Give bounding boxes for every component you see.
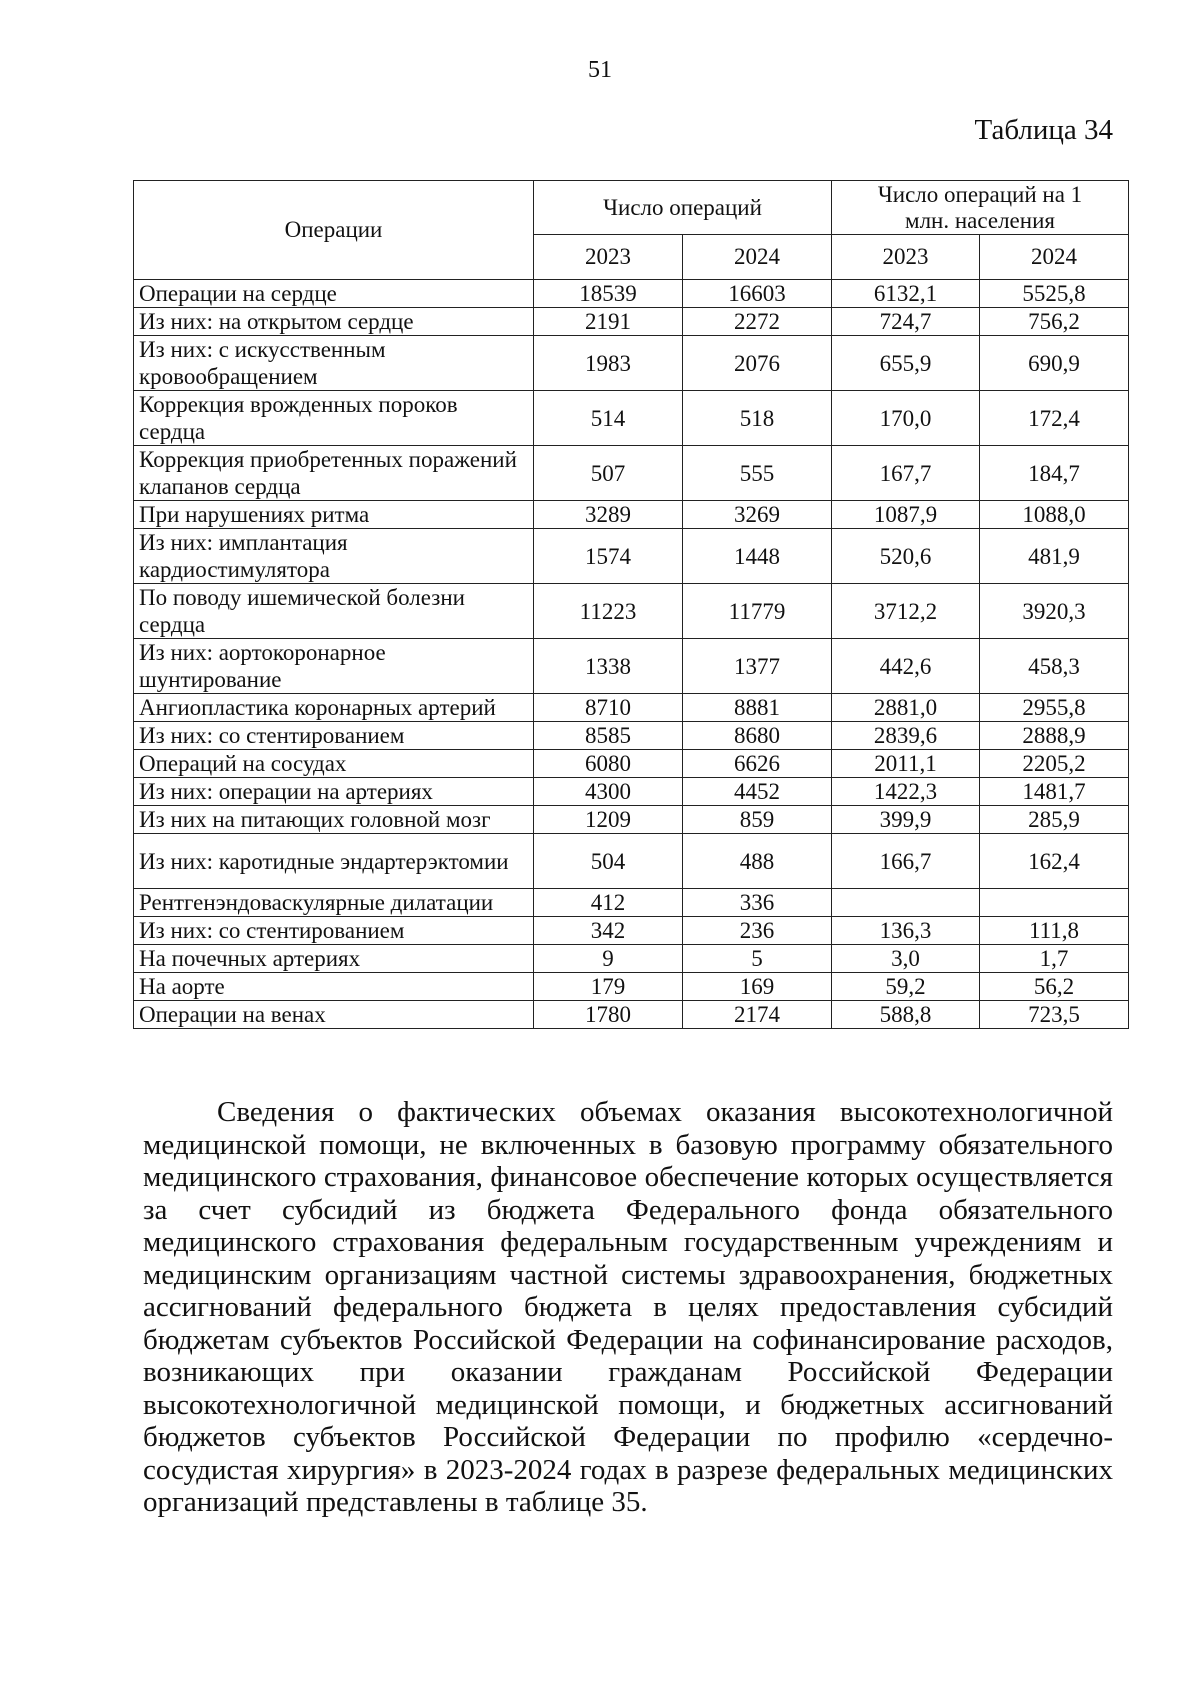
body-paragraph: Сведения о фактических объемах оказания высокотехнологичной медицинской помощи, не включенных в базовую программу обязательного медицинского страхования, финансовое обеспечение которых осуществляется за счет субсидий из бюджета Федерального фонда обязательного медицинского страхования федеральным государственным учреждениям и медицинским организациям частной системы здравоохранения, бюджетных ассигнований федерального бюджета в целях предоставления субсидий бюджетам субъектов Российской Федерации на софинансирование расходов, возникающих при оказании гражданам Российской Федерации высокотехнологичной медицинской помощи, и бюджетных ассигнований бюджетов субъектов Российской Федерации по профилю «сердечно-сосудистая хирургия» в 2023-2024 годах в разрезе федеральных медицинских организаций представлены в таблице 35. <box>143 1096 1113 1518</box>
row-label: Операции на сердце <box>134 280 534 308</box>
cell-value: 1377 <box>683 639 832 694</box>
cell-value: 1209 <box>534 806 683 834</box>
operations-table <box>133 180 1129 1029</box>
cell-value: 2205,2 <box>980 750 1129 778</box>
cell-value: 169 <box>683 973 832 1001</box>
cell-value: 16603 <box>683 280 832 308</box>
cell-value: 2881,0 <box>832 694 980 722</box>
cell-value: 59,2 <box>832 973 980 1001</box>
row-label: Ангиопластика коронарных артерий <box>134 694 534 722</box>
row-label: При нарушениях ритма <box>134 501 534 529</box>
table-body <box>134 280 1129 1029</box>
cell-value: 859 <box>683 806 832 834</box>
cell-value: 655,9 <box>832 336 980 391</box>
cell-value: 4452 <box>683 778 832 806</box>
cell-value: 342 <box>534 917 683 945</box>
cell-value: 166,7 <box>832 834 980 889</box>
header-per-million-group: Число операций на 1 млн. населения <box>832 181 1129 235</box>
table-row <box>134 639 1129 694</box>
cell-value: 236 <box>683 917 832 945</box>
row-label: На почечных артериях <box>134 945 534 973</box>
cell-value: 1,7 <box>980 945 1129 973</box>
row-label: Из них: аортокоронарное шунтирование <box>134 639 534 694</box>
cell-value: 285,9 <box>980 806 1129 834</box>
table-row <box>134 529 1129 584</box>
cell-value: 1780 <box>534 1001 683 1029</box>
table-row <box>134 778 1129 806</box>
cell-value: 1087,9 <box>832 501 980 529</box>
cell-value: 504 <box>534 834 683 889</box>
cell-value: 3269 <box>683 501 832 529</box>
header-year: 2024 <box>980 235 1129 280</box>
cell-value: 3,0 <box>832 945 980 973</box>
cell-value: 336 <box>683 889 832 917</box>
cell-value: 442,6 <box>832 639 980 694</box>
header-count-group: Число операций <box>534 181 832 235</box>
cell-value: 1422,3 <box>832 778 980 806</box>
cell-value: 11223 <box>534 584 683 639</box>
cell-value: 1574 <box>534 529 683 584</box>
cell-value: 1088,0 <box>980 501 1129 529</box>
cell-value: 2011,1 <box>832 750 980 778</box>
header-operations: Операции <box>134 181 534 280</box>
cell-value: 756,2 <box>980 308 1129 336</box>
row-label: Из них: каротидные эндартерэктомии <box>134 834 534 889</box>
cell-value: 136,3 <box>832 917 980 945</box>
header-year: 2023 <box>534 235 683 280</box>
table-row <box>134 806 1129 834</box>
cell-value: 518 <box>683 391 832 446</box>
page-number: 51 <box>588 57 612 83</box>
cell-value: 8585 <box>534 722 683 750</box>
cell-value: 1448 <box>683 529 832 584</box>
table-row <box>134 973 1129 1001</box>
table-row <box>134 917 1129 945</box>
cell-value: 5 <box>683 945 832 973</box>
cell-value: 11779 <box>683 584 832 639</box>
cell-value: 1983 <box>534 336 683 391</box>
cell-value <box>980 889 1129 917</box>
row-label: По поводу ишемической болезни сердца <box>134 584 534 639</box>
header-year: 2023 <box>832 235 980 280</box>
cell-value: 111,8 <box>980 917 1129 945</box>
table-row <box>134 889 1129 917</box>
table-row <box>134 501 1129 529</box>
cell-value: 723,5 <box>980 1001 1129 1029</box>
cell-value: 458,3 <box>980 639 1129 694</box>
cell-value: 2191 <box>534 308 683 336</box>
row-label: Из них: на открытом сердце <box>134 308 534 336</box>
cell-value: 6626 <box>683 750 832 778</box>
table-row <box>134 391 1129 446</box>
cell-value: 2174 <box>683 1001 832 1029</box>
cell-value: 162,4 <box>980 834 1129 889</box>
cell-value: 170,0 <box>832 391 980 446</box>
cell-value: 4300 <box>534 778 683 806</box>
cell-value: 9 <box>534 945 683 973</box>
table-row <box>134 722 1129 750</box>
table-row <box>134 584 1129 639</box>
cell-value: 2839,6 <box>832 722 980 750</box>
cell-value: 172,4 <box>980 391 1129 446</box>
cell-value: 2955,8 <box>980 694 1129 722</box>
row-label: Рентгенэндоваскулярные дилатации <box>134 889 534 917</box>
cell-value: 8680 <box>683 722 832 750</box>
cell-value: 2888,9 <box>980 722 1129 750</box>
cell-value: 1338 <box>534 639 683 694</box>
table-caption: Таблица 34 <box>974 114 1113 146</box>
cell-value: 2272 <box>683 308 832 336</box>
row-label: На аорте <box>134 973 534 1001</box>
table-row <box>134 280 1129 308</box>
table-header-row <box>134 181 1129 235</box>
cell-value: 6132,1 <box>832 280 980 308</box>
table-row <box>134 750 1129 778</box>
cell-value: 555 <box>683 446 832 501</box>
cell-value: 412 <box>534 889 683 917</box>
row-label: Из них: с искусственным кровообращением <box>134 336 534 391</box>
cell-value: 588,8 <box>832 1001 980 1029</box>
table-row <box>134 834 1129 889</box>
cell-value: 1481,7 <box>980 778 1129 806</box>
cell-value: 488 <box>683 834 832 889</box>
header-year: 2024 <box>683 235 832 280</box>
row-label: Из них: операции на артериях <box>134 778 534 806</box>
row-label: Из них: со стентированием <box>134 917 534 945</box>
row-label: Из них: со стентированием <box>134 722 534 750</box>
cell-value: 18539 <box>534 280 683 308</box>
cell-value: 8710 <box>534 694 683 722</box>
cell-value <box>832 889 980 917</box>
row-label: Операций на сосудах <box>134 750 534 778</box>
row-label: Коррекция приобретенных поражений клапанов сердца <box>134 446 534 501</box>
row-label: Из них на питающих головной мозг <box>134 806 534 834</box>
cell-value: 690,9 <box>980 336 1129 391</box>
cell-value: 167,7 <box>832 446 980 501</box>
row-label: Операции на венах <box>134 1001 534 1029</box>
table-row <box>134 1001 1129 1029</box>
cell-value: 8881 <box>683 694 832 722</box>
cell-value: 399,9 <box>832 806 980 834</box>
cell-value: 5525,8 <box>980 280 1129 308</box>
cell-value: 481,9 <box>980 529 1129 584</box>
cell-value: 179 <box>534 973 683 1001</box>
cell-value: 6080 <box>534 750 683 778</box>
cell-value: 3920,3 <box>980 584 1129 639</box>
cell-value: 3712,2 <box>832 584 980 639</box>
table-row <box>134 694 1129 722</box>
cell-value: 184,7 <box>980 446 1129 501</box>
table-row <box>134 446 1129 501</box>
cell-value: 56,2 <box>980 973 1129 1001</box>
table-row <box>134 336 1129 391</box>
row-label: Коррекция врожденных пороков сердца <box>134 391 534 446</box>
cell-value: 2076 <box>683 336 832 391</box>
cell-value: 3289 <box>534 501 683 529</box>
cell-value: 507 <box>534 446 683 501</box>
cell-value: 724,7 <box>832 308 980 336</box>
table-row <box>134 308 1129 336</box>
row-label: Из них: имплантация кардиостимулятора <box>134 529 534 584</box>
cell-value: 520,6 <box>832 529 980 584</box>
cell-value: 514 <box>534 391 683 446</box>
table-row <box>134 945 1129 973</box>
